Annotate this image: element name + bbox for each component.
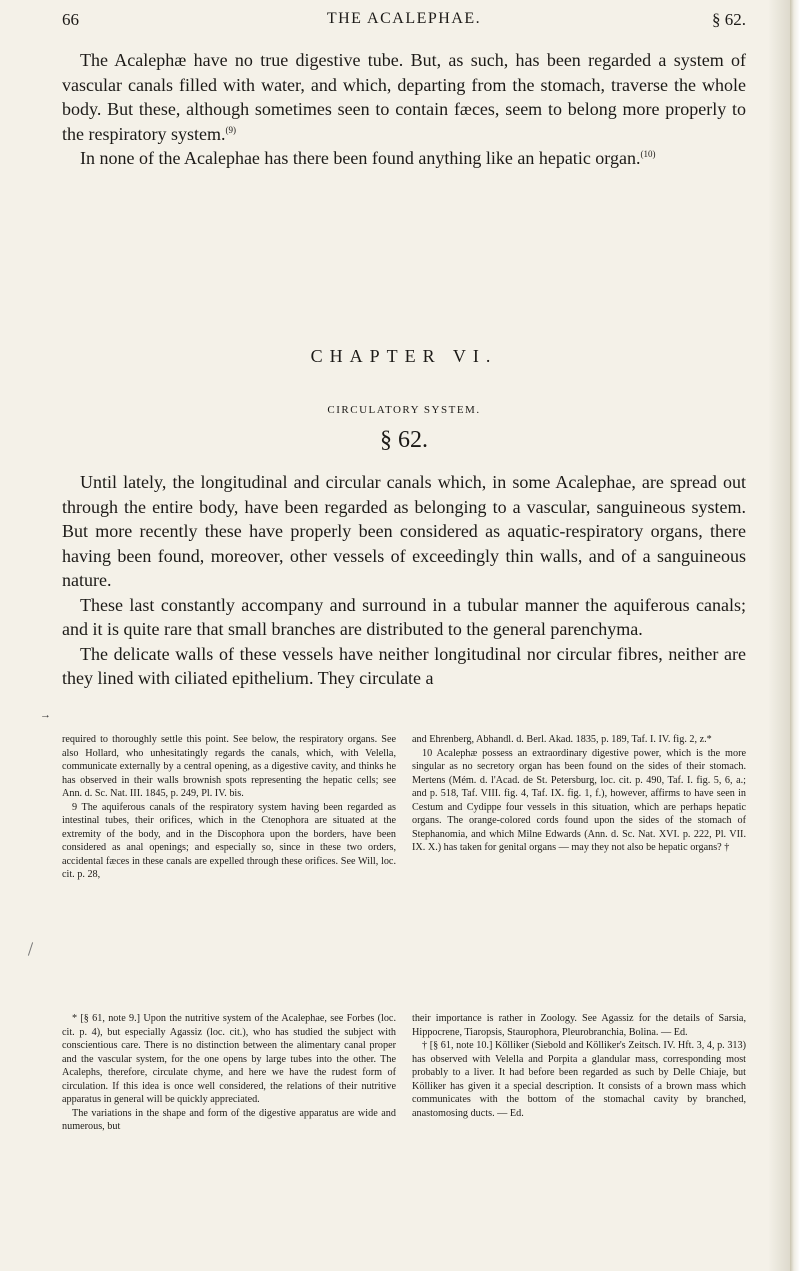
section-paragraph-2: These last constantly accompany and surround in a tubular manner the aquiferous canals; and it is quite rare that small branches are distributed to the general parenchyma. xyxy=(62,594,746,639)
page-gutter-shadow xyxy=(768,0,790,1271)
header-section-number: § 62. xyxy=(712,10,746,29)
running-header xyxy=(62,10,746,34)
footnote-continued: required to thoroughly settle this point. See below, the respiratory organs. See also Hollard, who unhesitatingly regards the canals, which, with Velella, communicate externally by a central opening, as a digestive cavity, and thinks he has observed in their walls brownish spots representing the hepatic cells; see Ann. d. Sc. Nat. III. 1845, p. 249, Pl. IV. bis. xyxy=(62,734,396,799)
editor-notes-left xyxy=(62,1012,396,1134)
section-heading: § 62. xyxy=(380,427,428,453)
page-edge xyxy=(790,0,800,1271)
footnote-9: 9 The aquiferous canals of the respiratory system having been regarded as intestinal tubes, their orifices, which in the Ctenophora are situated at the extremity of the body, and in the Discophora upon the borders, have been considered as anal openings; and especially so, since in these two orders, accidental fæces in these canals are expelled through these orifices. See Will, loc. cit. p. 28, xyxy=(62,801,396,880)
footnote-10: 10 Acalephæ possess an extraordinary digestive power, which is the more singular as no secretory organ has been found on the sides of their stomach. Mertens (Mém. d. l'Acad. de St. Petersburg, loc. cit. p. 490, Taf. I. fig. 5, 6, a.; and p. 518, Taf. VIII. fig. 4, Taf. IX. fig. 1, f.), however, affirms to have seen in Cestum and Cydippe four vessels in this situation, which are perhaps hepatic organs. The orange-colored cords found upon the sides of the stomach of Stephanomia, and which Milne Edwards (Ann. d. Sc. Nat. XVI. p. 222, Pl. VII. IX. X.) has taken for genital organs — may they not also be hepatic organs? † xyxy=(412,747,746,853)
editor-note-star: * [§ 61, note 9.] Upon the nutritive system of the Acalephae, see Forbes (loc. cit. p. 4), but especially Agassiz (loc. cit.), who has studied the subject with conscientious care. There is no distinction between the alimentary canal proper and the vascular system, for the one opens by large tubes into the other. The Acalephs, therefore, circulate chyme, and here we have the rudest form of circulation. If this idea is once well considered, the relations of their nutritive apparatus in general will be quickly appreciated. xyxy=(62,1013,396,1105)
editor-note-star-end: their importance is rather in Zoology. See Agassiz for the details of Sarsia, Hippocrene, Tiaropsis, Staurophora, Pleurobranchia, Bolina. — Ed. xyxy=(412,1013,746,1038)
margin-tick-mark xyxy=(28,942,33,956)
margin-arrow-mark: → xyxy=(40,709,51,721)
footnote-ref-10: (10) xyxy=(640,149,656,159)
intro-paragraph-2: In none of the Acalephae has there been found anything like an hepatic organ.$^{(10)}$ xyxy=(80,148,656,168)
editor-note-star-continued: The variations in the shape and form of the digestive apparatus are wide and numerous, but xyxy=(62,1107,396,1132)
section-text xyxy=(62,470,746,691)
chapter-title: CHAPTER VI. xyxy=(310,346,498,366)
footnotes-upper-right xyxy=(412,733,746,855)
section-paragraph-1: Until lately, the longitudinal and circular canals which, in some Acalephae, are spread out through the entire body, have been regarded as belonging to a vascular, sanguineous system. But more recently these have properly been considered as aquatic-respiratory organs, there having been found, moreover, other vessels of exceedingly thin walls, and of a sanguineous nature. xyxy=(62,472,746,590)
page-number: 66 xyxy=(62,10,79,29)
chapter-subtitle: CIRCULATORY SYSTEM. xyxy=(327,404,481,416)
editor-note-dagger: † [§ 61, note 10.] Kölliker (Siebold and Kölliker's Zeitsch. IV. Hft. 3, 4, p. 313) has observed with Velella and Porpita a glandular mass, corresponding most probably to a liver. It had before been regarded as such by Delle Chiaje, but Kölliker has given it a special description. It consists of a brown mass which communicates with the bottom of the stomachal cavity by branched, anastomosing ducts. — Ed. xyxy=(412,1040,746,1119)
footnotes-upper-left xyxy=(62,733,396,882)
footnote-continued-right: and Ehrenberg, Abhandl. d. Berl. Akad. 1835, p. 189, Taf. I. IV. fig. 2, z.* xyxy=(412,734,712,745)
intro-paragraph-1: The Acalephæ have no true digestive tube. But, as such, has been regarded a system of vascular canals filled with water, and which, departing from the stomach, traverse the whole body. But these, although sometimes seen to contain fæces, seem to belong more properly to the respiratory system.$^{(9)}$ xyxy=(62,50,746,144)
running-title: THE ACALEPHAE. xyxy=(326,10,482,27)
section-paragraph-3: The delicate walls of these vessels have neither longitudinal nor circular fibres, neither are they lined with ciliated epithelium. They circulate a xyxy=(62,643,746,688)
footnote-ref-9: (9) xyxy=(225,124,236,135)
intro-text xyxy=(62,48,746,171)
editor-notes-right xyxy=(412,1012,746,1120)
